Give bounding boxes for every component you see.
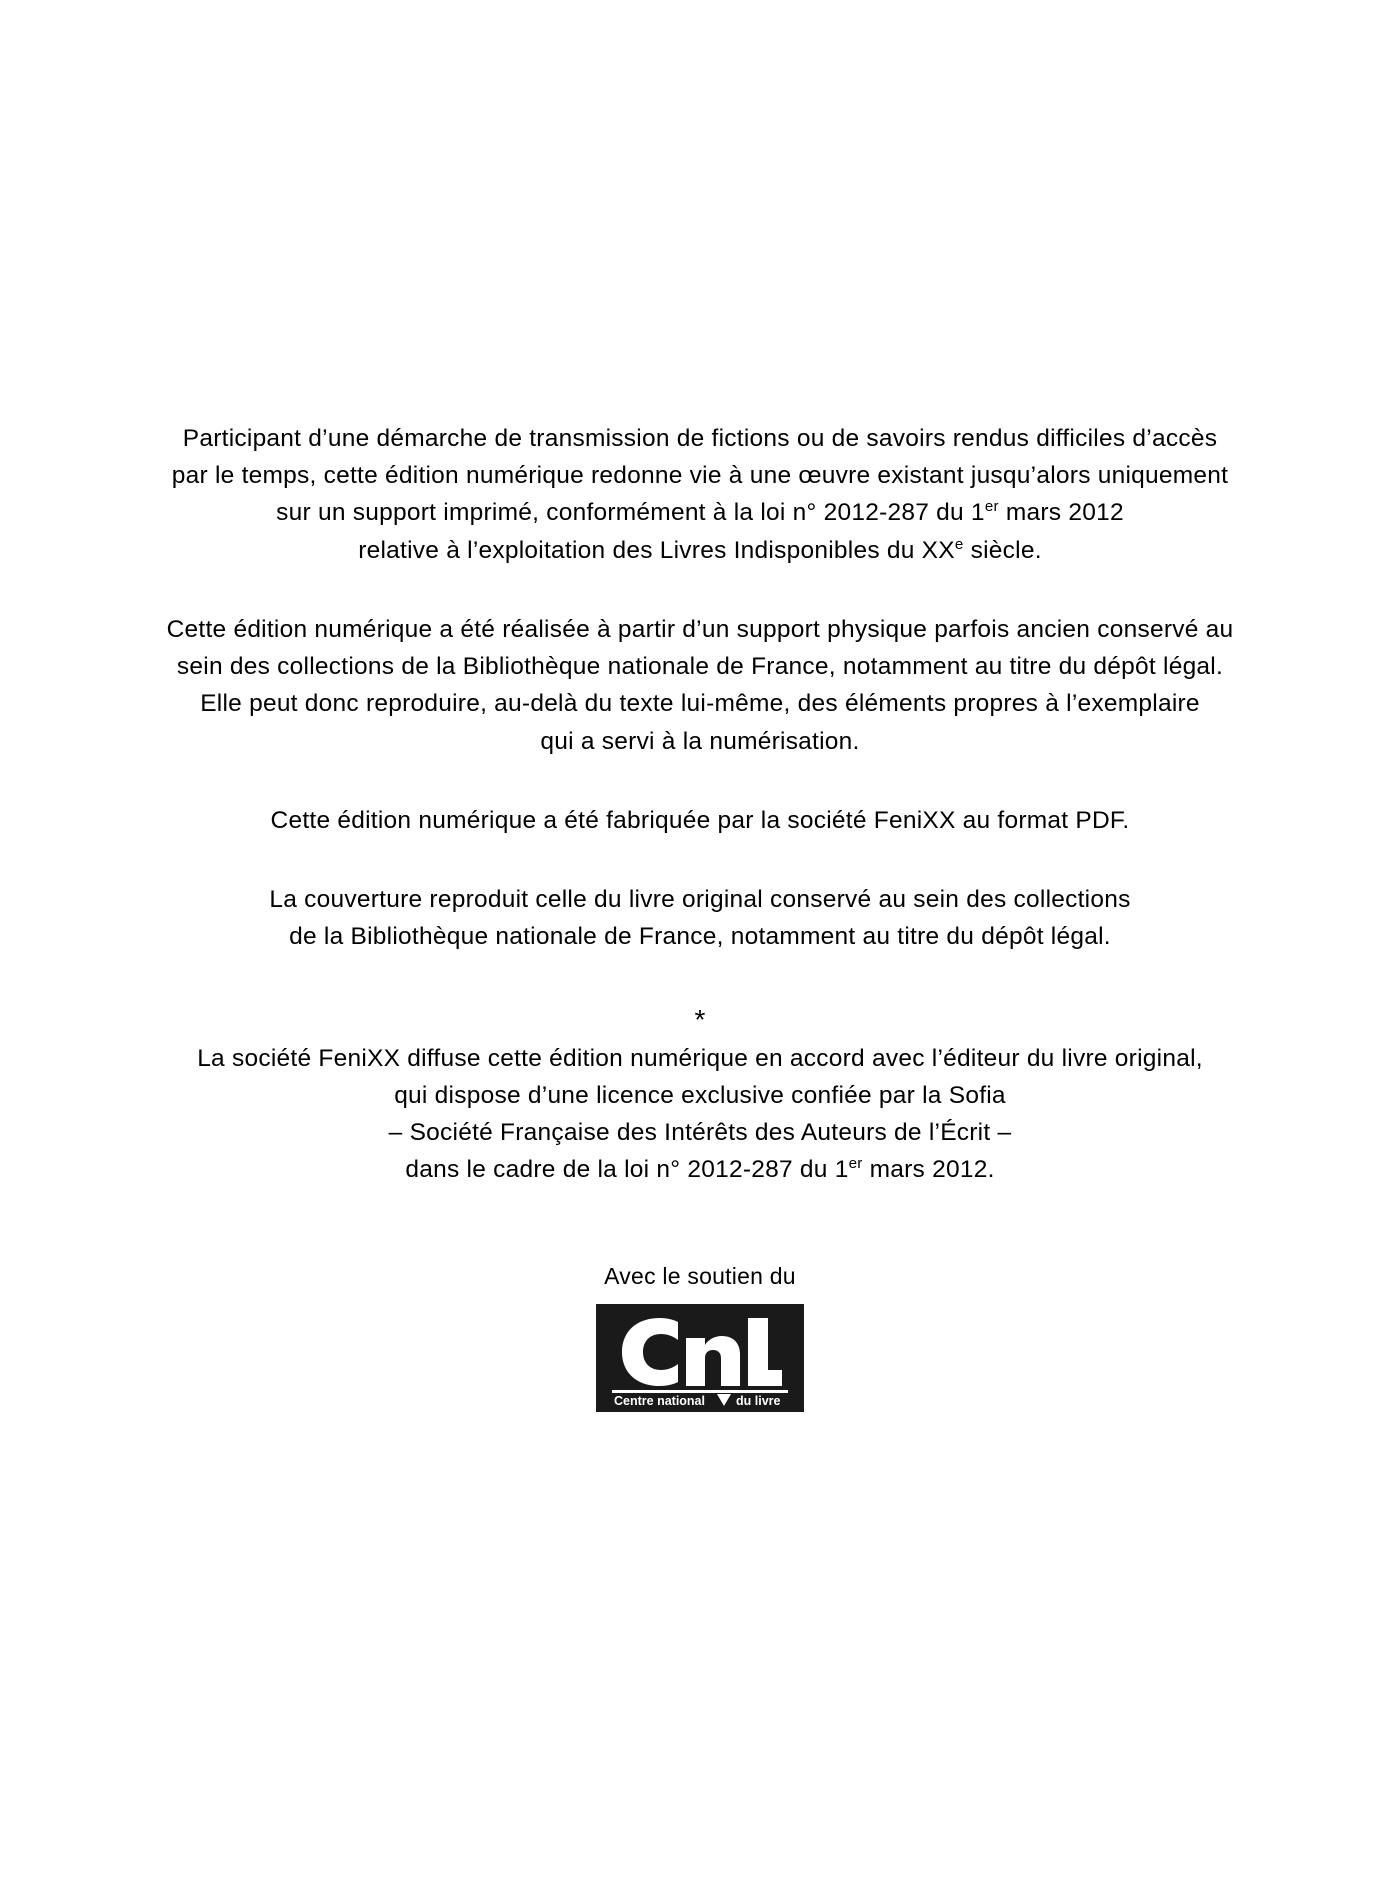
section-separator: * [694, 1003, 706, 1035]
paragraph-line: La société FeniXX diffuse cette édition numérique en accord avec l’éditeur du livre original, [197, 1044, 1203, 1072]
support-block [0, 1263, 1400, 1412]
cnl-footer-left: Centre national [614, 1393, 705, 1408]
paragraph-support-physique [120, 611, 1280, 760]
support-label: Avec le soutien du [604, 1262, 796, 1289]
paragraph-line: – Société Française des Intérêts des Auteurs de l’Écrit – [388, 1119, 1012, 1147]
paragraph-line: qui dispose d’une licence exclusive confiée par la Sofia [394, 1081, 1006, 1109]
paragraph-fabrication [120, 802, 1280, 839]
paragraph-line: Participant d’une démarche de transmission de fictions ou de savoirs rendus difficiles d’accès [182, 425, 1218, 452]
paragraph-line: La couverture reproduit celle du livre original conservé au sein des collections [269, 886, 1131, 914]
paragraph-line: Cette édition numérique a été fabriquée par la société FeniXX au format PDF. [270, 806, 1130, 834]
paragraph-line: sein des collections de la Bibliothèque nationale de France, notamment au titre du dépôt légal. [176, 653, 1224, 681]
paragraph-line: relative à l’exploitation des Livres Indisponibles du XXe siècle. [358, 535, 1042, 564]
paragraph-line: de la Bibliothèque nationale de France, notamment au titre du dépôt légal. [289, 923, 1111, 951]
paragraph-line: par le temps, cette édition numérique redonne vie à une œuvre existant jusqu’alors uniquement [171, 462, 1229, 490]
paragraph-line: sur un support imprimé, conformément à la loi n° 2012-287 du 1er mars 2012 [276, 498, 1124, 527]
paragraph-line: qui a servi à la numérisation. [540, 727, 860, 755]
paragraph-line: dans le cadre de la loi n° 2012-287 du 1er mars 2012. [405, 1155, 995, 1184]
paragraph-diffusion [120, 1040, 1280, 1189]
logo-container [0, 1304, 1400, 1412]
cnl-logo [596, 1304, 804, 1412]
cnl-footer-right: du livre [736, 1393, 781, 1408]
paragraph-transmission [120, 420, 1280, 569]
paragraph-line: Elle peut donc reproduire, au-delà du texte lui-même, des éléments propres à l’exemplaire [200, 690, 1200, 718]
paragraph-couverture [120, 881, 1280, 955]
document-content [0, 420, 1400, 1412]
paragraph-line: Cette édition numérique a été réalisée à partir d’un support physique parfois ancien conservé au [166, 615, 1234, 643]
